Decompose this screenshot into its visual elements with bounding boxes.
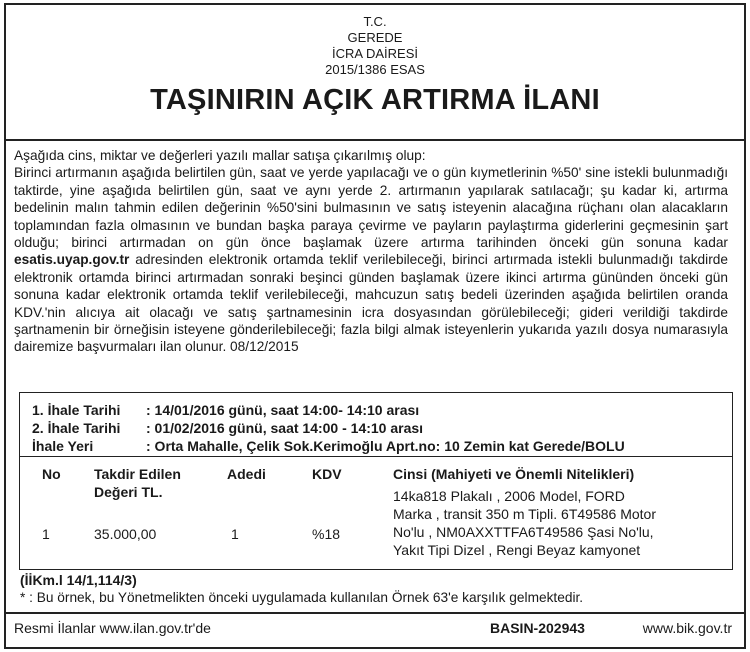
header-office: İCRA DAİRESİ <box>332 46 418 61</box>
second-auction-row <box>32 419 625 437</box>
col-header-takdir-line2: Değeri TL. <box>94 484 163 500</box>
row-description-line1: 14ka818 Plakalı , 2006 Model, FORD <box>393 488 625 504</box>
second-auction-label: 2. İhale Tarihi <box>32 420 121 436</box>
announcement-title: TAŞINIRIN AÇIK ARTIRMA İLANI <box>150 84 600 116</box>
row-kdv: %18 <box>312 526 341 542</box>
header <box>6 14 744 116</box>
body-part1: Birinci artırmanın aşağıda belirtilen gün, saat ve yerde yapılacağı ve o gün kıymetlerinin %50' sine istekli bulunmadığı taktirde, yine aşağıda belirtilen gün, saat ve aynı yerde 2. artırmanın yapılarak satılacağı; şu kadar ki, artırma bedelinin malın tahmin edilen değerinin %50'sini bulmasının ve satış isteyenin alacağına rüçhanı olan alacakların toplamından fazla olmasının ve bundan başka paraya çevirme ve payların paylaştırma giderlerini geçmesinin şart olduğu; birinci artırmadan on gün önce başlamak üzere artırma tarihinden önceki gün sonuna kadar <box>14 165 728 251</box>
col-header-takdir-line1: Takdir Edilen <box>94 466 181 482</box>
auction-info <box>32 401 625 455</box>
header-town: GEREDE <box>347 30 403 45</box>
row-quantity: 1 <box>231 526 239 542</box>
row-value: 35.000,00 <box>94 526 157 542</box>
body-intro: Aşağıda cins, miktar ve değerleri yazılı mallar satışa çıkarılmış olup: <box>14 148 426 163</box>
body-part2: adresinden elektronik ortamda teklif verilebileceği, birinci artırmada istekli bulunmadığı takdirde elektronik ortamda birinci artırmadan sonraki beşinci günden başlamak üzere ikinci artırma gününden önceki gün sonuna kadar elektronik ortamda teklif verilebileceği, mahcuzun satış bedeli üzerinden aşağıda belirtilen oranda KDV.'nin alıcıya ait olacağı ve satış şartnamesinin icra dosyasından görülebileceği; gideri verildiği takdirde şartnamenin bir örneğisin isteyene gönderilebileceği; fazla bilgi almak isteyenlerin yukarıda yazılı dosya numarasıyla dairemize başvurmaları ilan olunur. 08/12/2015 <box>14 252 728 355</box>
col-header-adedi: Adedi <box>227 466 266 482</box>
row-no: 1 <box>42 526 50 542</box>
col-header-no: No <box>42 466 61 482</box>
second-auction-value: : 01/02/2016 günü, saat 14:00 - 14:10 arası <box>146 420 424 436</box>
auction-place-row <box>32 437 625 455</box>
row-description-line4: Yakıt Tipi Dizel , Rengi Beyaz kamyonet <box>393 542 641 558</box>
press-code: BASIN-202943 <box>490 620 585 636</box>
col-header-cinsi: Cinsi (Mahiyeti ve Önemli Nitelikleri) <box>393 466 635 482</box>
bottom-divider <box>6 612 744 614</box>
bik-website: www.bik.gov.tr <box>642 620 732 636</box>
header-case-number: 2015/1386 ESAS <box>325 62 425 77</box>
official-ads-text: Resmi İlanlar www.ilan.gov.tr'de <box>14 620 211 636</box>
law-reference: (İİKm.l 14/1,114/3) <box>20 572 137 588</box>
col-header-kdv: KDV <box>312 466 342 482</box>
first-auction-row <box>32 401 625 419</box>
auction-details-box <box>19 392 733 570</box>
website-link: esatis.uyap.gov.tr <box>14 252 130 268</box>
first-auction-label: 1. İhale Tarihi <box>32 402 121 418</box>
announcement-frame <box>4 3 746 649</box>
details-divider <box>20 456 732 457</box>
auction-place-value: : Orta Mahalle, Çelik Sok.Kerimoğlu Aprt.no: 10 Zemin kat Gerede/BOLU <box>146 438 625 454</box>
row-description-line3: No'lu , NM0AXXTTFA6T49586 Şasi No'lu, <box>393 524 654 540</box>
announcement-body <box>14 147 728 356</box>
row-description <box>393 487 656 559</box>
header-country: T.C. <box>363 14 387 29</box>
auction-place-label: İhale Yeri <box>32 438 94 454</box>
first-auction-value: : 14/01/2016 günü, saat 14:00- 14:10 arası <box>146 402 420 418</box>
col-header-takdir <box>94 465 181 501</box>
title-divider <box>6 139 744 141</box>
body-paragraph <box>14 164 728 355</box>
row-description-line2: Marka , transit 350 m Tipli. 6T49586 Motor <box>393 506 656 522</box>
footnote-text: * : Bu örnek, bu Yönetmelikten önceki uygulamada kullanılan Örnek 63'e karşılık gelmektedir. <box>20 590 584 605</box>
